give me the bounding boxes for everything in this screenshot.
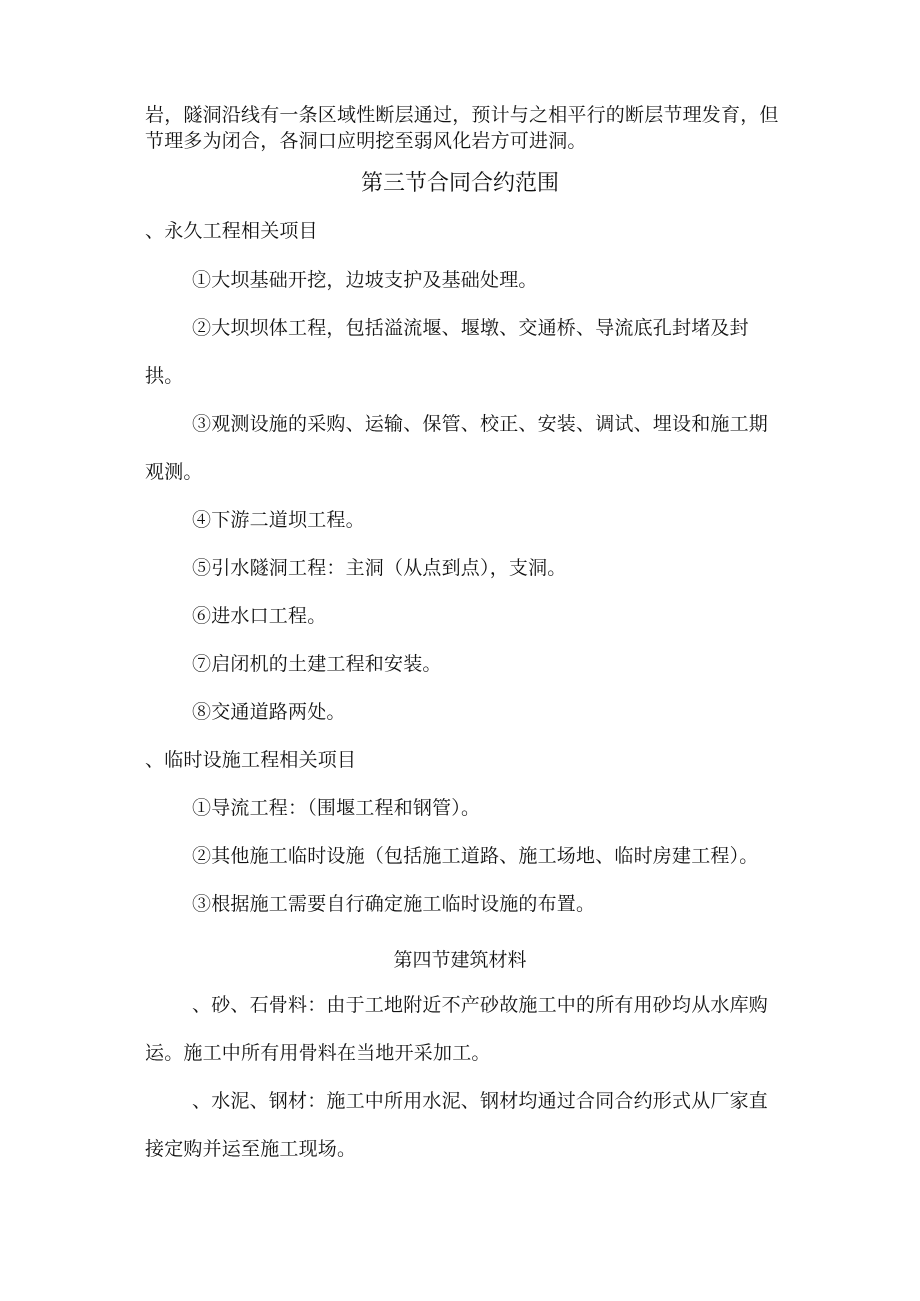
- group1-item: ⑦启闭机的土建工程和安装。: [192, 653, 442, 675]
- group2-item: ②其他施工临时设施（包括施工道路、施工场地、临时房建工程）。: [192, 845, 759, 867]
- section4-para-line: 运。施工中所有用骨料在当地开采加工。: [145, 1042, 491, 1064]
- section4-title: 第四节建筑材料: [393, 949, 527, 971]
- intro-line-1: 岩，隧洞沿线有一条区域性断层通过，预计与之相平行的断层节理发育，但: [145, 104, 779, 126]
- group1-item: ④下游二道坝工程。: [192, 509, 365, 531]
- group1-item: ⑥进水口工程。: [192, 605, 327, 627]
- group1-item-continuation: 拱。: [145, 365, 184, 387]
- group1-item: ⑤引水隧洞工程：主洞（从点到点），支洞。: [192, 557, 567, 579]
- section4-para-line: 接定购并运至施工现场。: [145, 1138, 357, 1160]
- group2-item: ①导流工程：（围堰工程和钢管）。: [192, 797, 481, 819]
- group2-item: ③根据施工需要自行确定施工临时设施的布置。: [192, 893, 596, 915]
- intro-line-2: 节理多为闭合，各洞口应明挖至弱风化岩方可进洞。: [145, 130, 587, 152]
- group1-item: ③观测设施的采购、运输、保管、校正、安装、调试、埋设和施工期: [192, 413, 769, 435]
- group1-heading: 、永久工程相关项目: [145, 220, 318, 242]
- group1-item-continuation: 观测。: [145, 461, 203, 483]
- section3-title: 第三节合同合约范围: [360, 171, 559, 196]
- group2-heading: 、临时设施工程相关项目: [145, 749, 357, 771]
- section4-para-line: 、砂、石骨料：由于工地附近不产砂故施工中的所有用砂均从水库购: [192, 994, 769, 1016]
- group1-item: ⑧交通道路两处。: [192, 701, 346, 723]
- group1-item: ②大坝坝体工程，包括溢流堰、堰墩、交通桥、导流底孔封堵及封: [192, 317, 749, 339]
- group1-item: ①大坝基础开挖，边坡支护及基础处理。: [192, 269, 538, 291]
- section4-para-line: 、水泥、钢材：施工中所用水泥、钢材均通过合同合约形式从厂家直: [192, 1090, 769, 1112]
